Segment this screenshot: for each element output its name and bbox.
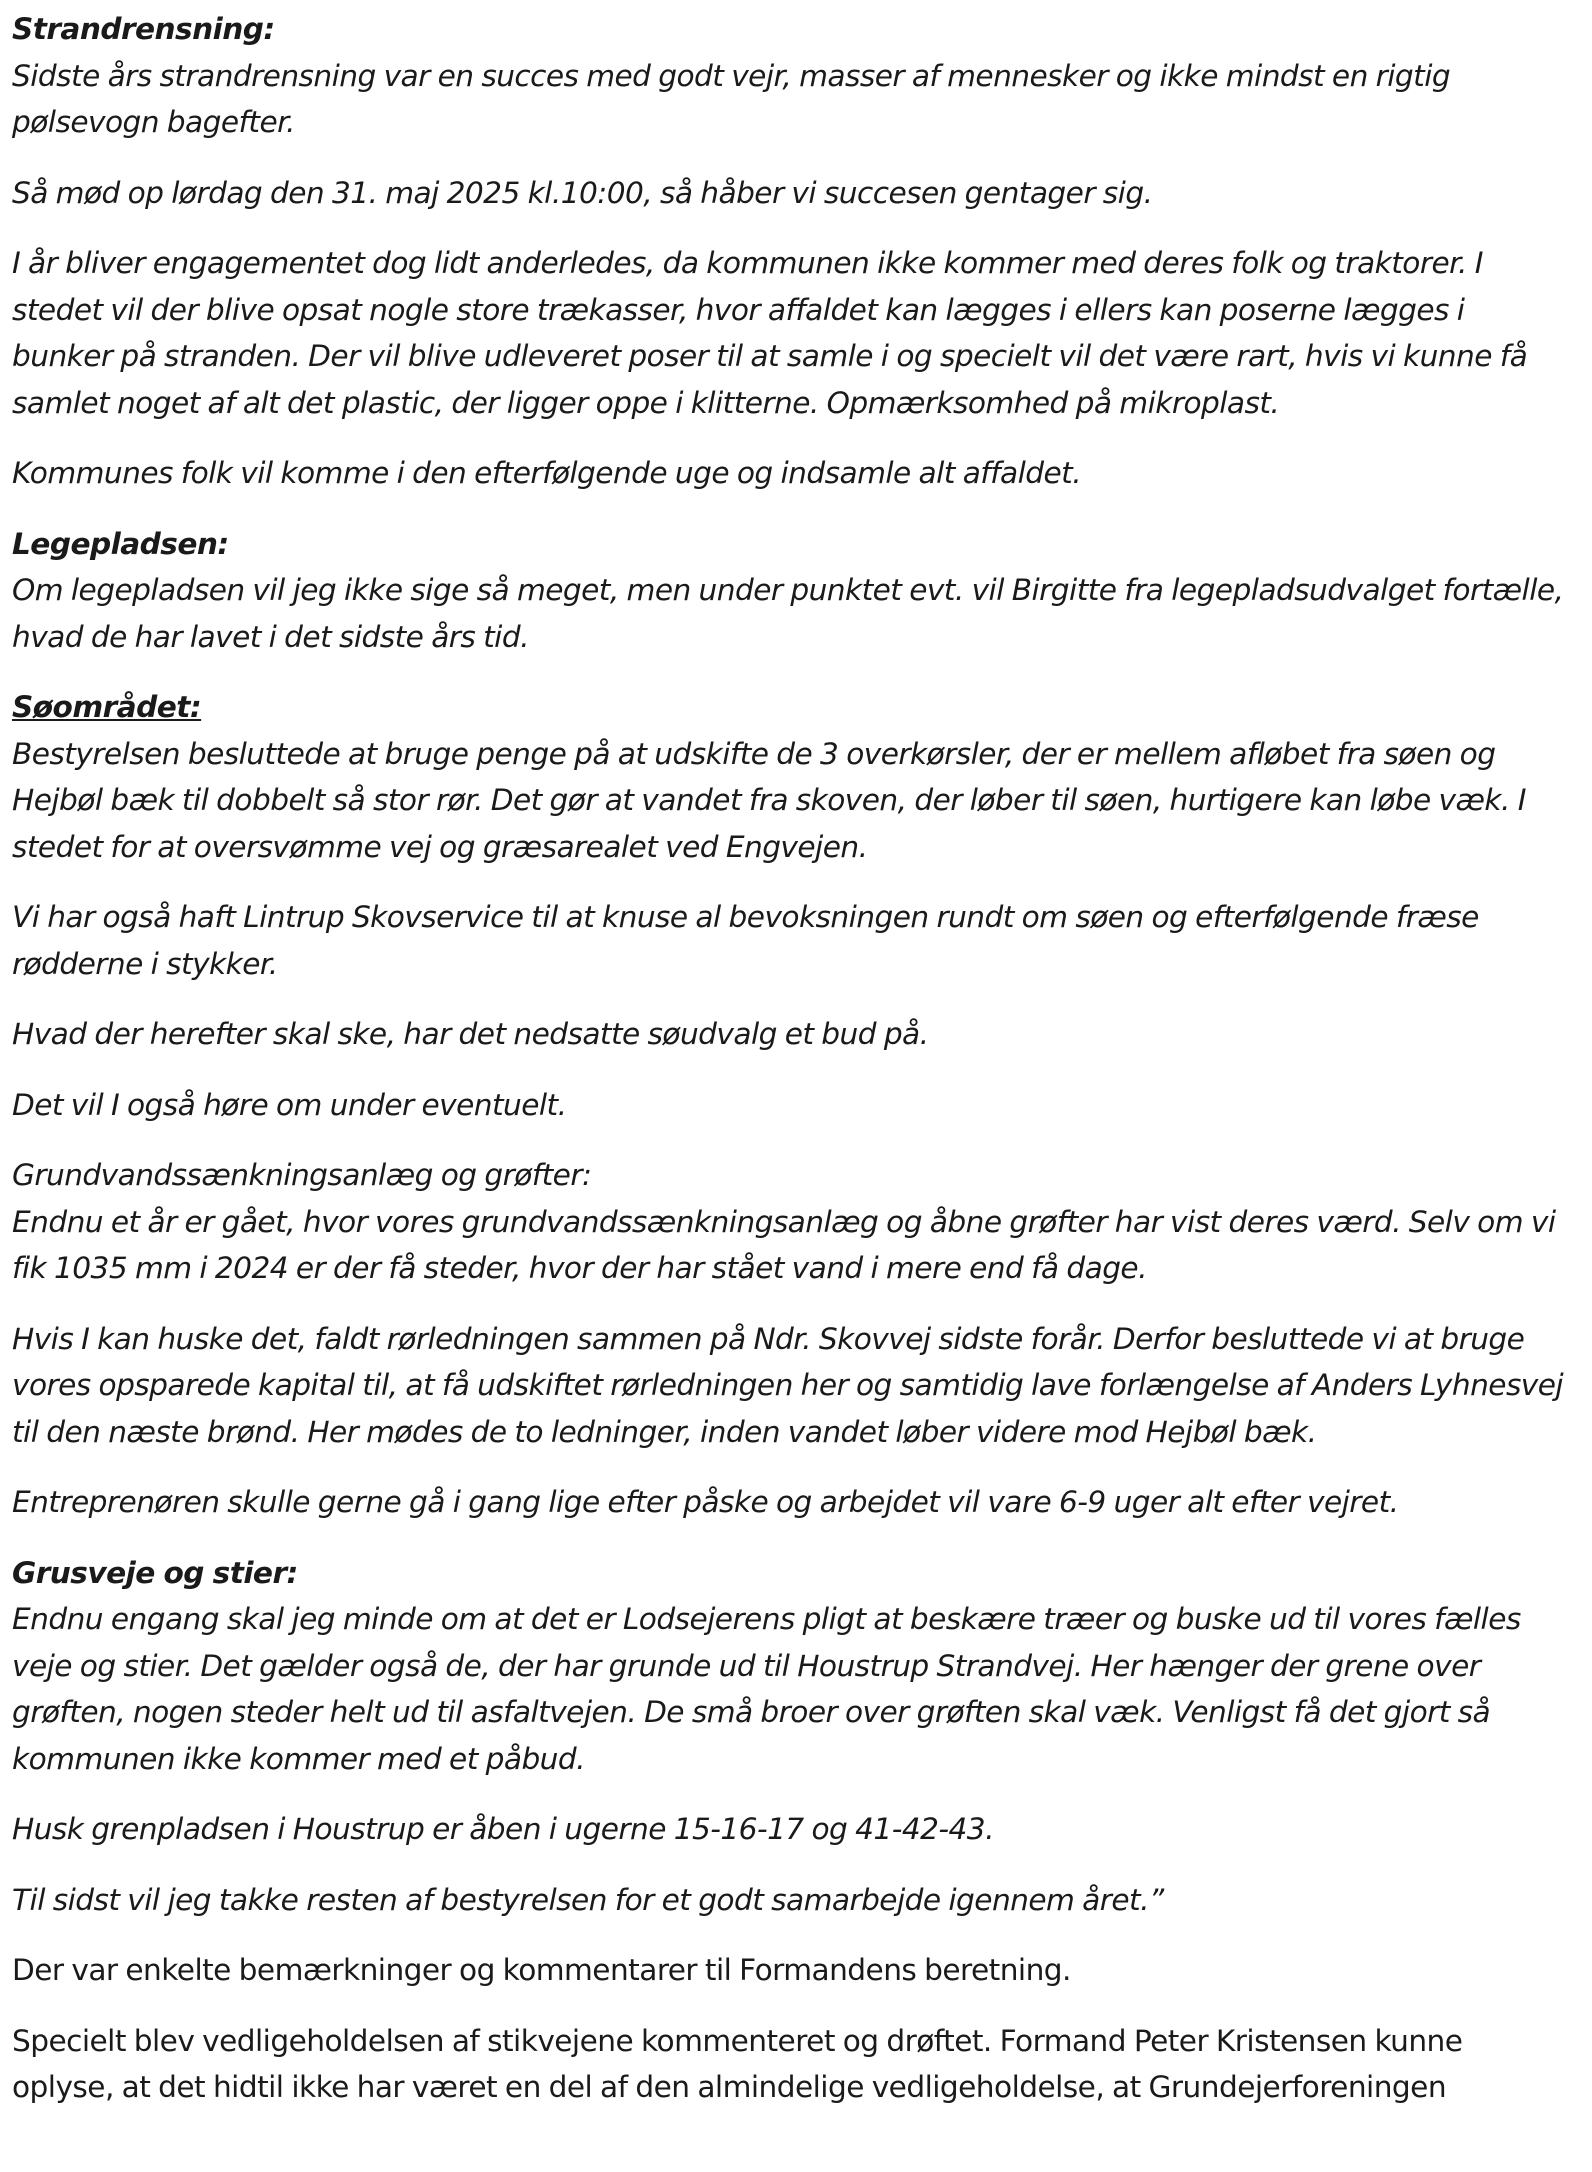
- heading-strandrensning: Strandrensning:: [12, 12, 275, 46]
- paragraph: Hvad der herefter skal ske, har det nedsatte søudvalg et bud på.: [12, 1017, 929, 1051]
- paragraph: Sidste års strandrensning var en succes med godt vejr, masser af mennesker og ikke mindst en rigtig pølsevogn bagefter.: [12, 58, 1451, 139]
- paragraph: Så mød op lørdag den 31. maj 2025 kl.10:00, så håber vi succesen gentager sig.: [12, 175, 1153, 210]
- section-strandrensning: [12, 6, 1572, 497]
- paragraph: Det vil I også høre om under eventuelt.: [12, 1087, 567, 1122]
- paragraph: Kommunes folk vil komme i den efterfølgende uge og indsamle alt affaldet.: [12, 456, 1082, 490]
- paragraph: Endnu engang skal jeg minde om at det er Lodsejerens pligt at beskære træer og buske ud til vores fælles veje og stier. Det gælder også de, der har grunde ud til Houstrup Strandvej. Her hænger der grene over grøften, nogen steder helt ud til asfaltvejen. De små broer over grøften skal væk. Venligst få det gjort så kommunen ikke kommer med et påbud.: [12, 1602, 1521, 1776]
- paragraph: Endnu et år er gået, hvor vores grundvandssænkningsanlæg og åbne grøfter har vist deres værd. Selv om vi fik 1035 mm i 2024 er der få steder, hvor der har stået vand i mere end få dage.: [12, 1204, 1556, 1285]
- paragraph: I år bliver engagementet dog lidt anderledes, da kommunen ikke kommer med deres folk og traktorer. I stedet vil der blive opsat nogle store trækasser, hvor affaldet kan lægges i ellers kan poserne lægges i bunker på stranden. Der vil blive udleveret poser til at samle i og specielt vil det være rart, hvis vi kunne få samlet noget af alt det plastic, der ligger oppe i klitterne. Opmærksomhed på mikroplast.: [12, 246, 1528, 420]
- paragraph: Til sidst vil jeg takke resten af bestyrelsen for et godt samarbejde igennem året.”: [12, 1882, 1164, 1917]
- document-page: [12, 6, 1572, 2135]
- section-grundvand: [12, 1152, 1572, 1526]
- heading-soomraadet: Søområdet:: [12, 690, 202, 724]
- paragraph: Vi har også haft Lintrup Skovservice til at knuse al bevoksningen rundt om søen og efterfølgende fræse rødderne i stykker.: [12, 900, 1479, 981]
- paragraph: Om legepladsen vil jeg ikke sige så meget, men under punktet evt. vil Birgitte fra legepladsudvalget fortælle, hvad de har lavet i det sidste års tid.: [12, 573, 1564, 654]
- paragraph: Husk grenpladsen i Houstrup er åben i ugerne 15-16-17 og 41-42-43.: [12, 1812, 994, 1846]
- paragraph: Bestyrelsen besluttede at bruge penge på at udskifte de 3 overkørsler, der er mellem afløbet fra søen og Hejbøl bæk til dobbelt så stor rør. Det gør at vandet fra skoven, der løber til søen, hurtigere kan løbe væk. I stedet for at oversvømme vej og græsarealet ved Engvejen.: [12, 736, 1526, 864]
- heading-grusveje: Grusveje og stier:: [12, 1555, 298, 1590]
- section-soomraadet: [12, 684, 1572, 1128]
- paragraph: Hvis I kan huske det, faldt rørledningen sammen på Ndr. Skovvej sidste forår. Derfor besluttede vi at bruge vores opsparede kapital til, at få udskiftet rørledningen her og samtidig lave forlængelse af Anders Lyhnesvej til den næste brønd. Her mødes de to ledninger, inden vandet løber videre mod Hejbøl bæk.: [12, 1321, 1564, 1449]
- heading-grundvand: Grundvandssænkningsanlæg og grøfter:: [12, 1158, 592, 1192]
- heading-legepladsen: Legepladsen:: [12, 526, 229, 561]
- paragraph: Der var enkelte bemærkninger og kommentarer til Formandens beretning.: [12, 1953, 1071, 1987]
- section-afterword: [12, 1947, 1572, 2111]
- section-grusveje: [12, 1550, 1572, 1924]
- section-legepladsen: [12, 521, 1572, 661]
- paragraph: Entreprenøren skulle gerne gå i gang lige efter påske og arbejdet vil vare 6-9 uger alt efter vejret.: [12, 1485, 1399, 1519]
- paragraph: Specielt blev vedligeholdelsen af stikvejene kommenteret og drøftet. Formand Peter Kristensen kunne oplyse, at det hidtil ikke har været en del af den almindelige vedligeholdelse, at Grundejerforeningen: [12, 2023, 1463, 2104]
